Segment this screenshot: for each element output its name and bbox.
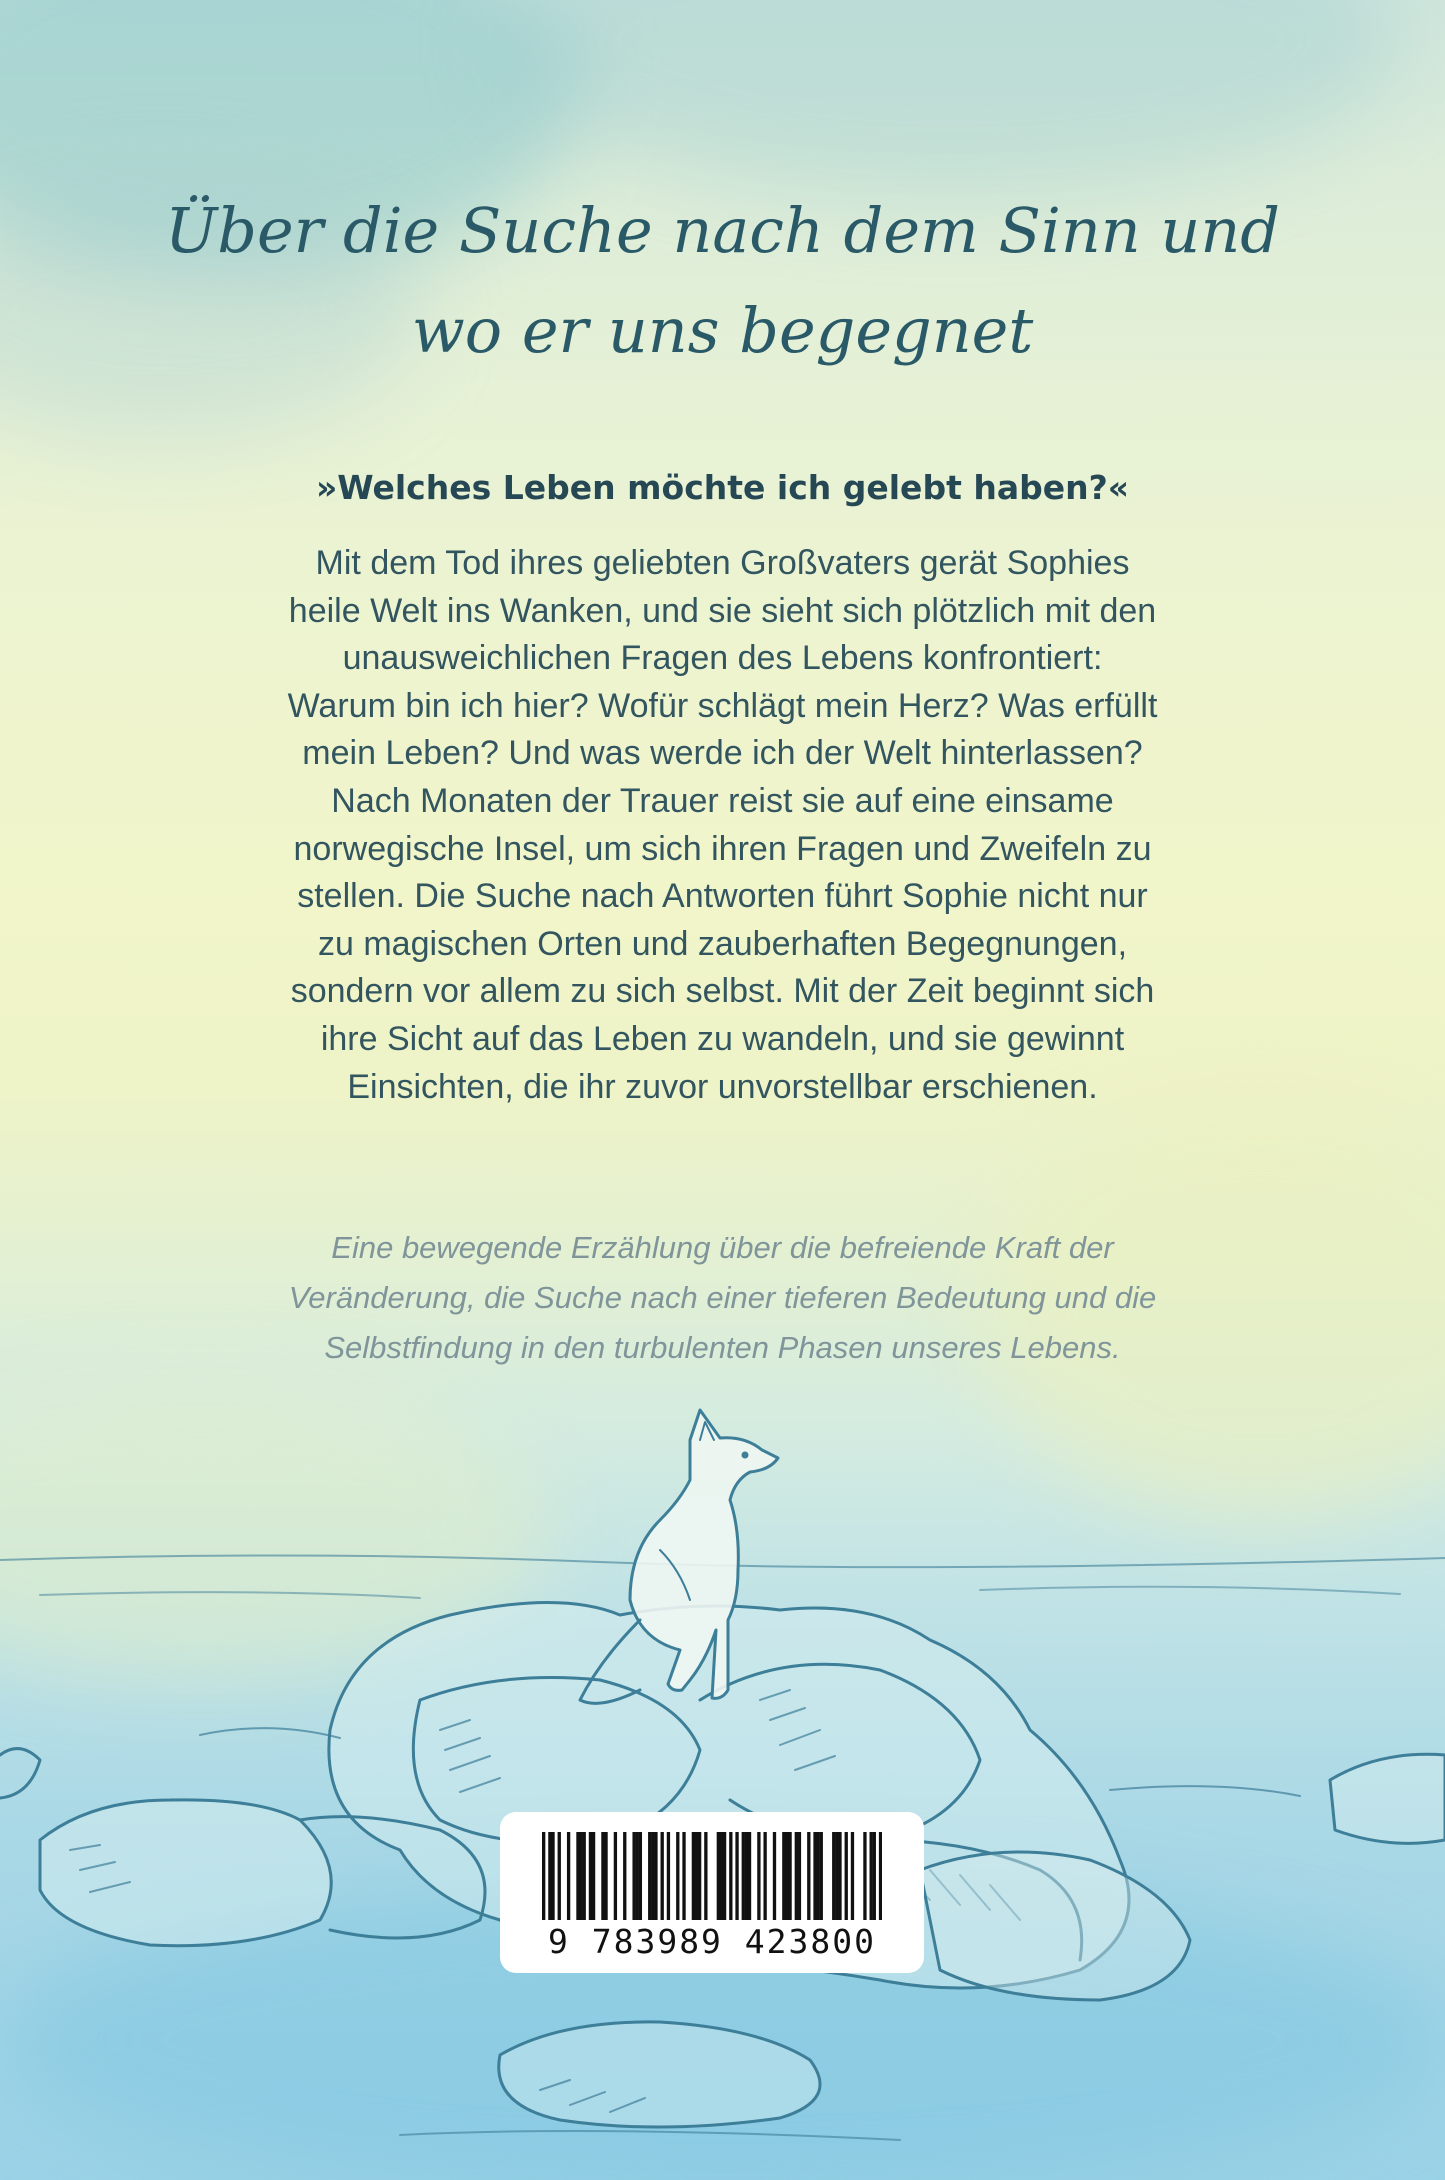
barcode-bar <box>698 1832 701 1920</box>
barcode-bar <box>838 1832 841 1920</box>
barcode-bar <box>782 1832 785 1920</box>
barcode-bar <box>807 1832 810 1920</box>
barcode-bar <box>551 1832 554 1920</box>
barcode-bar <box>817 1832 820 1920</box>
tagline-line: Veränderung, die Suche nach einer tieferen Bedeutung und die <box>288 1280 1157 1315</box>
barcode-bar <box>820 1832 823 1920</box>
barcode-bar <box>813 1832 816 1920</box>
barcode-bar <box>632 1832 635 1920</box>
barcode-bar <box>723 1832 726 1920</box>
barcode-bar <box>717 1832 720 1920</box>
barcode-bar <box>661 1832 664 1920</box>
blurb-line: heile Welt ins Wanken, und sie sieht sich plötzlich mit den <box>288 591 1157 630</box>
barcode-bar <box>795 1832 798 1920</box>
barcode-bar <box>558 1832 561 1920</box>
barcode-bar <box>548 1832 551 1920</box>
barcode-bar <box>676 1832 679 1920</box>
barcode-bar <box>682 1832 685 1920</box>
pull-quote: »Welches Leben möchte ich gelebt haben?« <box>315 468 1130 507</box>
blurb-line: Mit dem Tod ihres geliebten Großvaters gerät Sophies <box>315 544 1130 582</box>
barcode-bar <box>798 1832 801 1920</box>
blurb-line: norwegische Insel, um sich ihren Fragen und Zweifeln zu <box>293 829 1152 868</box>
barcode-bar <box>879 1832 882 1920</box>
tagline-text <box>200 1223 1245 1373</box>
barcode-bar <box>742 1832 745 1920</box>
cover-headline-line-2: wo er uns begegnet <box>411 294 1034 367</box>
blurb-line: Warum bin ich hier? Wofür schlägt mein Herz? Was erfüllt <box>287 686 1158 725</box>
isbn-barcode <box>500 1812 924 1973</box>
barcode-bar <box>735 1832 738 1920</box>
tagline-line: Eine bewegende Erzählung über die befreiende Kraft der <box>331 1230 1114 1265</box>
cover-headline-line-1: Über die Suche nach dem Sinn und <box>165 194 1280 267</box>
barcode-bar <box>692 1832 695 1920</box>
barcode-bar <box>614 1832 617 1920</box>
barcode-bar <box>636 1832 639 1920</box>
barcode-bar <box>745 1832 748 1920</box>
barcode-bar <box>579 1832 582 1920</box>
barcode-bar <box>639 1832 642 1920</box>
barcode-bar <box>832 1832 835 1920</box>
barcode-bar <box>589 1832 592 1920</box>
barcode-bar <box>773 1832 776 1920</box>
barcode-bar <box>863 1832 866 1920</box>
barcode-bars <box>542 1832 882 1920</box>
barcode-bar <box>623 1832 626 1920</box>
blurb-line: ihre Sicht auf das Leben zu wandeln, und sie gewinnt <box>320 1019 1125 1058</box>
barcode-bar <box>695 1832 698 1920</box>
barcode-bar <box>583 1832 586 1920</box>
barcode-bar <box>667 1832 670 1920</box>
barcode-bar <box>835 1832 838 1920</box>
barcode-bar <box>729 1832 732 1920</box>
barcode-bar <box>592 1832 595 1920</box>
barcode-bar <box>870 1832 873 1920</box>
barcode-bar <box>788 1832 791 1920</box>
tagline-line: Selbstfindung in den turbulenten Phasen unseres Lebens. <box>324 1330 1121 1365</box>
blurb-line: Nach Monaten der Trauer reist sie auf eine einsame <box>331 781 1114 820</box>
barcode-bar <box>576 1832 579 1920</box>
barcode-bar <box>748 1832 751 1920</box>
watercolor-wash <box>500 0 1400 200</box>
barcode-bar <box>601 1832 604 1920</box>
barcode-bar <box>542 1832 545 1920</box>
blurb-line: unausweichlichen Fragen des Lebens konfrontiert: <box>342 639 1103 678</box>
blurb-line: Einsichten, die ihr zuvor unvorstellbar erschienen. <box>347 1067 1098 1106</box>
blurb-line: zu magischen Orten und zauberhaften Begegnungen, <box>317 924 1128 963</box>
barcode-bar <box>845 1832 848 1920</box>
barcode-bar <box>757 1832 760 1920</box>
fox-on-rocks-illustration <box>0 1400 1445 2180</box>
barcode-bar <box>785 1832 788 1920</box>
blurb-line: sondern vor allem zu sich selbst. Mit der Zeit beginnt sich <box>290 972 1155 1011</box>
barcode-bar <box>651 1832 654 1920</box>
barcode-bar <box>720 1832 723 1920</box>
barcode-bar <box>851 1832 854 1920</box>
barcode-bar <box>654 1832 657 1920</box>
barcode-bar <box>648 1832 651 1920</box>
barcode-bar <box>873 1832 876 1920</box>
barcode-bar <box>604 1832 607 1920</box>
barcode-bar <box>763 1832 766 1920</box>
blurb-line: stellen. Die Suche nach Antworten führt Sophie nicht nur <box>297 877 1148 916</box>
blurb-text <box>200 540 1245 1111</box>
barcode-bar <box>704 1832 707 1920</box>
isbn-digits: 9 783989 423800 <box>547 1922 876 1961</box>
blurb-line: mein Leben? Und was werde ich der Welt hinterlassen? <box>302 734 1143 773</box>
barcode-bar <box>567 1832 570 1920</box>
